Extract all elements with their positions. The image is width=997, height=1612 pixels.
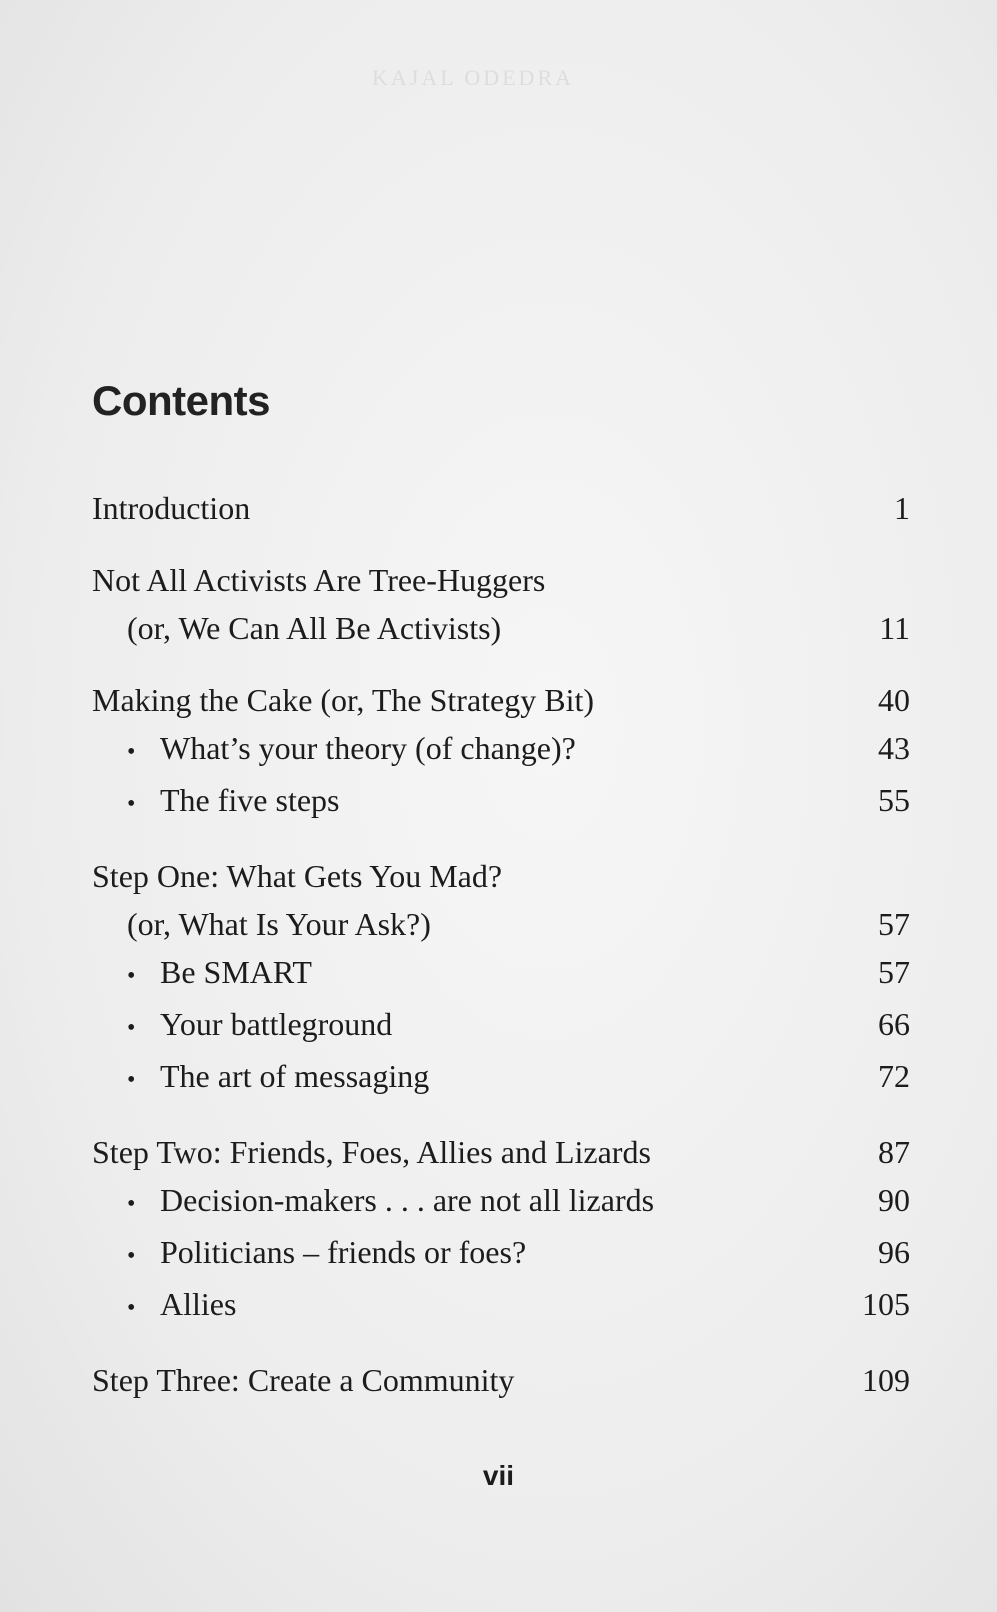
toc-subitem-page: 43 — [878, 730, 910, 766]
bullet-icon: • — [127, 739, 136, 765]
toc-entry — [92, 1356, 910, 1404]
toc-title-page: 40 — [878, 682, 910, 718]
toc-subitem-page: 66 — [878, 1006, 910, 1042]
toc-subitem-page: 105 — [862, 1286, 910, 1322]
bullet-icon: • — [127, 963, 136, 989]
toc-title-text: Introduction — [92, 490, 251, 526]
bullet-icon: • — [127, 1191, 136, 1217]
toc-entry — [92, 852, 910, 1104]
toc-subitem-page: 57 — [878, 954, 910, 990]
toc-subitem-text: The five steps — [160, 782, 340, 818]
bullet-icon: • — [127, 1067, 136, 1093]
toc-subitem-text: Decision-makers . . . are not all lizards — [160, 1182, 655, 1218]
bullet-icon: • — [127, 1295, 136, 1321]
bullet-icon: • — [127, 1243, 136, 1269]
toc-subitem-text: Your battleground — [160, 1006, 393, 1042]
toc-entry — [92, 556, 910, 652]
toc-subitem-page: 90 — [878, 1182, 910, 1218]
toc-subitem-text: Allies — [160, 1286, 237, 1322]
toc-title — [92, 556, 910, 604]
toc-entry — [92, 676, 910, 828]
toc-title-text: Step Two: Friends, Foes, Allies and Lizards — [92, 1134, 651, 1170]
toc-title-page: 109 — [862, 1362, 910, 1398]
toc-subitem — [92, 1280, 910, 1332]
toc-title-page: 1 — [894, 490, 910, 526]
toc-title-text: Step One: What Gets You Mad? — [92, 858, 503, 894]
toc-subitem-page: 55 — [878, 782, 910, 818]
toc-subitem — [92, 1228, 910, 1280]
toc-entry — [92, 1128, 910, 1332]
toc-subitem — [92, 948, 910, 1000]
toc-title-continuation-page: 57 — [878, 906, 910, 942]
toc-title-continuation-text: (or, What Is Your Ask?) — [127, 906, 431, 942]
toc-title-page: 87 — [878, 1134, 910, 1170]
toc-title-continuation — [92, 900, 910, 948]
toc-subitem — [92, 1052, 910, 1104]
toc-title — [92, 676, 910, 724]
bullet-icon: • — [127, 1015, 136, 1041]
bullet-icon: • — [127, 791, 136, 817]
toc-subitem-page: 72 — [878, 1058, 910, 1094]
toc-subitem-text: Be SMART — [160, 954, 312, 990]
toc-subitem-text: The art of messaging — [160, 1058, 430, 1094]
toc-subitem — [92, 1176, 910, 1228]
toc-title — [92, 1356, 910, 1404]
toc-subitem — [92, 1000, 910, 1052]
toc-title-text: Making the Cake (or, The Strategy Bit) — [92, 682, 595, 718]
toc-title-text: Step Three: Create a Community — [92, 1362, 515, 1398]
toc-subitem-page: 96 — [878, 1234, 910, 1270]
bleed-running-head: KAJAL ODEDRA — [372, 65, 575, 90]
toc-title-continuation-text: (or, We Can All Be Activists) — [127, 610, 502, 646]
toc-subitem-text: What’s your theory (of change)? — [160, 730, 576, 766]
toc-subitem — [92, 724, 910, 776]
page-number: vii — [482, 1460, 515, 1491]
toc-title-continuation-page: 11 — [879, 610, 910, 646]
toc-subitem — [92, 776, 910, 828]
page-title: Contents — [92, 377, 270, 424]
toc-title — [92, 852, 910, 900]
toc-title-text: Not All Activists Are Tree-Huggers — [92, 562, 546, 598]
toc-title-continuation — [92, 604, 910, 652]
toc-entry — [92, 484, 910, 532]
toc-subitem-text: Politicians – friends or foes? — [160, 1234, 527, 1270]
toc-title — [92, 484, 910, 532]
table-of-contents — [92, 484, 910, 1428]
toc-title — [92, 1128, 910, 1176]
